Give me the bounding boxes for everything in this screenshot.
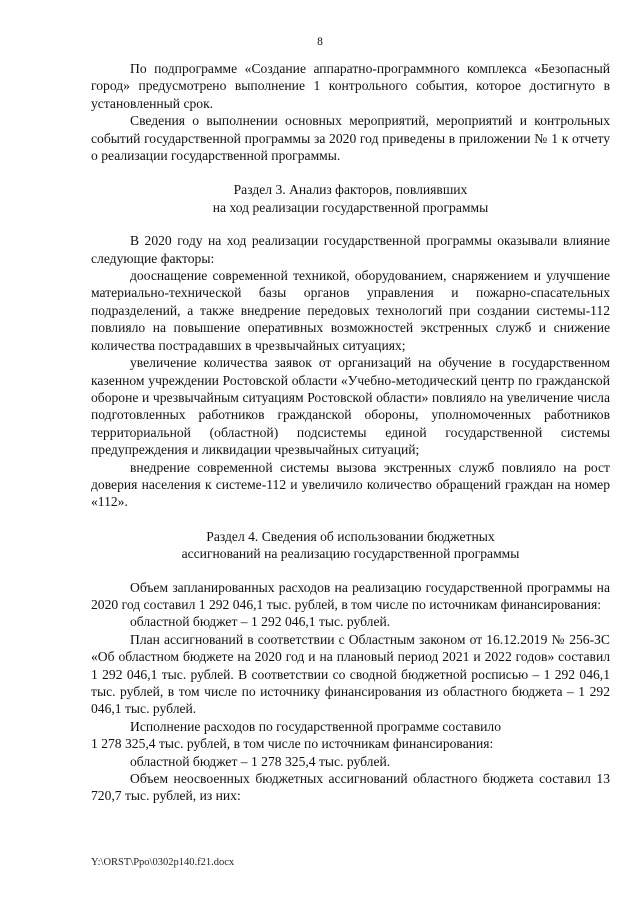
paragraph: Исполнение расходов по государственной программе составило bbox=[130, 718, 501, 734]
paragraph: Объем запланированных расходов на реализацию государственной программы на 2020 год составил 1 292 046,1 тыс. рублей, в том числе по источникам финансирования: bbox=[91, 579, 610, 612]
section-4-title-line-2: ассигнований на реализацию государственной программы bbox=[181, 546, 520, 562]
paragraph: Сведения о выполнении основных мероприятий, мероприятий и контрольных событий государственной программы за 2020 год приведены в приложении № 1 к отчету о реализации государственной программы. bbox=[91, 113, 610, 164]
section-3-title-line-1: Раздел 3. Анализ факторов, повлиявших bbox=[233, 182, 468, 198]
section-4-title-line-1: Раздел 4. Сведения об использовании бюджетных bbox=[206, 528, 495, 544]
document-body bbox=[91, 60, 610, 805]
paragraph: 1 278 325,4 тыс. рублей, в том числе по источникам финансирования: bbox=[91, 736, 494, 752]
section-4-heading bbox=[91, 528, 610, 563]
section-3-title-line-2: на ход реализации государственной программы bbox=[212, 199, 489, 215]
paragraph: В 2020 году на ход реализации государственной программы оказывали влияние следующие факторы: bbox=[91, 233, 610, 266]
paragraph: дооснащение современной техникой, оборудованием, снаряжением и улучшение материально-технической базы органов управления и пожарно-спасательных подразделений, а также внедрение передовых технологий при создании системы-112 повлияло на повышение оперативных возможностей экстренных служб и снижение количества пострадавших в чрезвычайных ситуациях; bbox=[91, 268, 610, 353]
footer-file-path: Y:\ORST\Ppo\0302p140.f21.docx bbox=[91, 857, 235, 868]
paragraph: областной бюджет – 1 278 325,4 тыс. рублей. bbox=[130, 753, 391, 769]
paragraph: увеличение количества заявок от организаций на обучение в государственном казенном учреждении Ростовской области «Учебно-методический центр по гражданской обороне и чрезвычайным ситуациям Ростовской области» повлияло на увеличение числа подготовленных работников гражданской обороны, уполномоченных работников территориальной (областной) подсистемы единой государственной системы предупреждения и ликвидации чрезвычайных ситуаций; bbox=[91, 355, 610, 458]
paragraph: По подпрограмме «Создание аппаратно-программного комплекса «Безопасный город» предусмотрено выполнение 1 контрольного события, которое достигнуто в установленный срок. bbox=[91, 61, 610, 111]
paragraph: План ассигнований в соответствии с Областным законом от 16.12.2019 № 256-ЗС «Об областном бюджете на 2020 год и на плановый период 2021 и 2022 годов» составил 1 292 046,1 тыс. рублей. В соответствии со сводной бюджетной росписью – 1 292 046,1 тыс. рублей, в том числе по источнику финансирования из областного бюджета – 1 292 046,1 тыс. рублей. bbox=[91, 631, 610, 717]
paragraph: областной бюджет – 1 292 046,1 тыс. рублей. bbox=[130, 614, 391, 630]
section-3-heading bbox=[91, 181, 610, 216]
page-number: 8 bbox=[317, 36, 323, 48]
paragraph: Объем неосвоенных бюджетных ассигнований областного бюджета составил 13 720,7 тыс. рублей, из них: bbox=[91, 771, 610, 804]
paragraph: внедрение современной системы вызова экстренных служб повлияло на рост доверия населения к системе-112 и увеличило количество обращений граждан на номер «112». bbox=[91, 459, 610, 510]
